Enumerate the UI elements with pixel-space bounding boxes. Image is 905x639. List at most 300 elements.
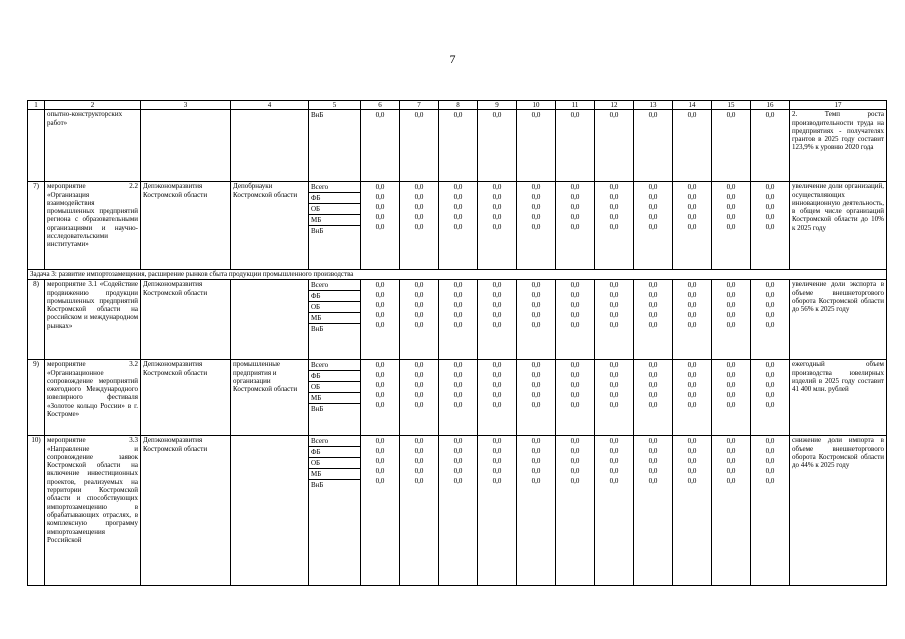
- funding-source: ОБ: [309, 382, 360, 393]
- funding-value: 0,0: [609, 301, 619, 310]
- funding-sources: [309, 280, 361, 360]
- funding-value-cell: [478, 360, 517, 436]
- funding-value: 0,0: [648, 213, 658, 222]
- funding-value-cell: [361, 280, 400, 360]
- funding-source: Всего: [309, 436, 360, 447]
- funding-value: 0,0: [492, 447, 502, 456]
- funding-value-cell: [478, 182, 517, 270]
- funding-value: 0,0: [453, 361, 463, 370]
- funding-value: 0,0: [726, 321, 736, 330]
- responsible-executor: [141, 110, 231, 182]
- funding-value: 0,0: [765, 391, 775, 400]
- funding-value-cell: [361, 182, 400, 270]
- funding-value: 0,0: [414, 437, 424, 446]
- funding-value: 0,0: [531, 437, 541, 446]
- funding-value: 0,0: [726, 391, 736, 400]
- funding-value: 0,0: [726, 477, 736, 486]
- funding-value: 0,0: [492, 291, 502, 300]
- funding-value: 0,0: [765, 447, 775, 456]
- funding-value: 0,0: [414, 391, 424, 400]
- funding-value-cell: [439, 280, 478, 360]
- funding-value: 0,0: [531, 291, 541, 300]
- funding-value-cell: [400, 436, 439, 586]
- funding-value: 0,0: [726, 281, 736, 290]
- funding-value: 0,0: [765, 281, 775, 290]
- funding-value: 0,0: [492, 223, 502, 232]
- funding-value: 0,0: [648, 301, 658, 310]
- funding-value: 0,0: [570, 437, 580, 446]
- funding-value-cell: [478, 110, 517, 182]
- funding-value: 0,0: [648, 371, 658, 380]
- funding-value: 0,0: [609, 291, 619, 300]
- column-number: 5: [309, 101, 361, 110]
- activity-name: мероприятие 2.2 «Организация взаимодействия промышленных предприятий региона с образовательными организациями и научно-исследовательскими институтами»: [45, 182, 141, 270]
- activity-row: [28, 360, 887, 436]
- funding-sources: [309, 360, 361, 436]
- funding-value: 0,0: [414, 371, 424, 380]
- program-activities-table: [27, 100, 887, 586]
- funding-value: 0,0: [765, 321, 775, 330]
- funding-value: 0,0: [648, 457, 658, 466]
- funding-value-cell: [751, 182, 790, 270]
- funding-value: 0,0: [765, 183, 775, 192]
- funding-source: ВнБ: [311, 405, 324, 414]
- funding-value: 0,0: [375, 223, 385, 232]
- column-number: 13: [634, 101, 673, 110]
- funding-value: 0,0: [570, 447, 580, 456]
- funding-value: 0,0: [453, 477, 463, 486]
- funding-source: ФБ: [309, 447, 360, 458]
- funding-source: Всего: [309, 280, 360, 291]
- funding-value: 0,0: [648, 203, 658, 212]
- funding-value: 0,0: [492, 457, 502, 466]
- funding-value: 0,0: [375, 381, 385, 390]
- funding-value: 0,0: [726, 467, 736, 476]
- funding-value-cell: [634, 280, 673, 360]
- co-executor: Депобрнауки Костромской области: [231, 182, 309, 270]
- funding-value: 0,0: [375, 213, 385, 222]
- funding-value: 0,0: [570, 281, 580, 290]
- funding-value: 0,0: [492, 203, 502, 212]
- funding-value: 0,0: [414, 381, 424, 390]
- funding-value-cell: [712, 436, 751, 586]
- funding-value: 0,0: [453, 311, 463, 320]
- funding-value: 0,0: [726, 111, 736, 120]
- funding-value: 0,0: [726, 371, 736, 380]
- funding-value: 0,0: [531, 111, 541, 120]
- funding-value: 0,0: [375, 301, 385, 310]
- funding-value: 0,0: [570, 111, 580, 120]
- funding-value-cell: [439, 182, 478, 270]
- funding-value: 0,0: [531, 311, 541, 320]
- funding-value: 0,0: [375, 391, 385, 400]
- funding-value-cell: [595, 182, 634, 270]
- column-number: 4: [231, 101, 309, 110]
- funding-value: 0,0: [687, 467, 697, 476]
- funding-value: 0,0: [609, 457, 619, 466]
- activity-name: мероприятие 3.2 «Организационное сопровождение мероприятий ежегодного Международного ювелирного фестиваля «Золотое кольцо России» в г. Костроме»: [45, 360, 141, 436]
- funding-value: 0,0: [765, 203, 775, 212]
- funding-value: 0,0: [453, 321, 463, 330]
- column-number: 8: [439, 101, 478, 110]
- funding-source: Всего: [309, 182, 360, 193]
- funding-value: 0,0: [609, 203, 619, 212]
- funding-value: 0,0: [531, 447, 541, 456]
- funding-value: 0,0: [765, 213, 775, 222]
- funding-source: МБ: [309, 469, 360, 480]
- task-heading-row: [28, 270, 887, 280]
- funding-value: 0,0: [375, 203, 385, 212]
- column-number: 6: [361, 101, 400, 110]
- funding-value: 0,0: [570, 183, 580, 192]
- funding-value-cell: [517, 110, 556, 182]
- funding-value: 0,0: [492, 213, 502, 222]
- funding-value: 0,0: [726, 193, 736, 202]
- funding-value: 0,0: [765, 111, 775, 120]
- funding-value-cell: [595, 436, 634, 586]
- funding-value: 0,0: [648, 467, 658, 476]
- funding-value: 0,0: [453, 203, 463, 212]
- funding-value-cell: [595, 280, 634, 360]
- funding-value: 0,0: [648, 193, 658, 202]
- funding-value: 0,0: [453, 457, 463, 466]
- funding-value-cell: [517, 182, 556, 270]
- funding-value-cell: [673, 280, 712, 360]
- funding-value: 0,0: [570, 193, 580, 202]
- funding-value: 0,0: [414, 223, 424, 232]
- funding-value: 0,0: [609, 111, 619, 120]
- funding-source: ФБ: [309, 291, 360, 302]
- funding-value: 0,0: [375, 437, 385, 446]
- expected-result: увеличение доли организаций, осуществляющих инновационную деятельность, в общем числе организаций Костромской области до 10% к 2025 году: [790, 182, 887, 270]
- funding-value: 0,0: [687, 183, 697, 192]
- funding-value: 0,0: [609, 361, 619, 370]
- funding-value: 0,0: [648, 447, 658, 456]
- funding-value: 0,0: [414, 203, 424, 212]
- funding-value: 0,0: [609, 467, 619, 476]
- funding-value: 0,0: [375, 371, 385, 380]
- funding-value: 0,0: [492, 311, 502, 320]
- funding-value: 0,0: [570, 311, 580, 320]
- activity-name: опытно-конструкторских работ»: [45, 110, 141, 182]
- funding-value: 0,0: [609, 223, 619, 232]
- row-number: 7): [28, 182, 45, 270]
- funding-value: 0,0: [570, 401, 580, 410]
- funding-value: 0,0: [687, 447, 697, 456]
- funding-value: 0,0: [453, 467, 463, 476]
- funding-source: ВнБ: [311, 111, 324, 120]
- row-number: [28, 110, 45, 182]
- funding-value-cell: [556, 110, 595, 182]
- funding-value-cell: [439, 110, 478, 182]
- funding-value-cell: [439, 436, 478, 586]
- funding-value-cell: [673, 110, 712, 182]
- funding-value: 0,0: [414, 213, 424, 222]
- funding-source: ОБ: [309, 302, 360, 313]
- funding-value: 0,0: [531, 321, 541, 330]
- funding-value: 0,0: [726, 183, 736, 192]
- funding-value: 0,0: [726, 381, 736, 390]
- funding-value: 0,0: [687, 391, 697, 400]
- funding-value: 0,0: [648, 391, 658, 400]
- funding-value: 0,0: [492, 301, 502, 310]
- funding-value: 0,0: [531, 381, 541, 390]
- funding-value: 0,0: [570, 203, 580, 212]
- funding-value: 0,0: [609, 311, 619, 320]
- funding-value: 0,0: [453, 391, 463, 400]
- activity-row: [28, 110, 887, 182]
- funding-value: 0,0: [687, 301, 697, 310]
- funding-value: 0,0: [687, 381, 697, 390]
- funding-value: 0,0: [765, 361, 775, 370]
- funding-value: 0,0: [531, 281, 541, 290]
- funding-value: 0,0: [453, 437, 463, 446]
- column-number: 10: [517, 101, 556, 110]
- expected-result: ежегодный объем производства ювелирных изделий в 2025 году составит 41 400 млн. рублей: [790, 360, 887, 436]
- funding-source: Всего: [309, 360, 360, 371]
- funding-value: 0,0: [687, 477, 697, 486]
- funding-value: 0,0: [375, 447, 385, 456]
- funding-value: 0,0: [453, 447, 463, 456]
- funding-source: ВнБ: [311, 481, 324, 490]
- funding-value: 0,0: [375, 321, 385, 330]
- funding-value: 0,0: [687, 281, 697, 290]
- funding-value: 0,0: [531, 371, 541, 380]
- funding-value: 0,0: [531, 193, 541, 202]
- funding-source: ВнБ: [311, 325, 324, 334]
- funding-value: 0,0: [687, 291, 697, 300]
- funding-value: 0,0: [492, 477, 502, 486]
- funding-value: 0,0: [570, 477, 580, 486]
- page-number: 7: [449, 52, 456, 66]
- funding-value-cell: [751, 436, 790, 586]
- funding-value: 0,0: [570, 361, 580, 370]
- funding-value-cell: [361, 436, 400, 586]
- funding-value: 0,0: [648, 111, 658, 120]
- funding-value: 0,0: [570, 321, 580, 330]
- column-number: 2: [45, 101, 141, 110]
- funding-value: 0,0: [531, 203, 541, 212]
- funding-value: 0,0: [687, 371, 697, 380]
- funding-value: 0,0: [492, 361, 502, 370]
- funding-value: 0,0: [726, 447, 736, 456]
- funding-value: 0,0: [687, 457, 697, 466]
- activity-name: мероприятие 3.3 «Направление и сопровождение заявок Костромской области на включение инвестиционных проектов, реализуемых на территории Костромской области и способствующих импортозамещению в обрабатывающих отраслях, в комплексную программу импортозамещения Российской: [45, 436, 141, 586]
- funding-value-cell: [400, 182, 439, 270]
- funding-value-cell: [556, 280, 595, 360]
- funding-value: 0,0: [492, 371, 502, 380]
- funding-value: 0,0: [531, 467, 541, 476]
- funding-value-cell: [556, 436, 595, 586]
- funding-value: 0,0: [570, 457, 580, 466]
- funding-value: 0,0: [375, 361, 385, 370]
- funding-value-cell: [400, 360, 439, 436]
- funding-sources: [309, 182, 361, 270]
- funding-value-cell: [673, 436, 712, 586]
- funding-value: 0,0: [765, 371, 775, 380]
- funding-value: 0,0: [414, 183, 424, 192]
- funding-value: 0,0: [726, 311, 736, 320]
- funding-value: 0,0: [765, 311, 775, 320]
- funding-value: 0,0: [414, 193, 424, 202]
- funding-value: 0,0: [570, 301, 580, 310]
- funding-value: 0,0: [570, 371, 580, 380]
- funding-value: 0,0: [453, 401, 463, 410]
- funding-sources: [309, 436, 361, 586]
- funding-value: 0,0: [648, 437, 658, 446]
- funding-value-cell: [400, 110, 439, 182]
- expected-result: увеличение доли экспорта в объеме внешнеторгового оборота Костромской области до 56% к 2025 году: [790, 280, 887, 360]
- funding-value-cell: [634, 360, 673, 436]
- funding-value: 0,0: [648, 183, 658, 192]
- funding-value: 0,0: [492, 281, 502, 290]
- funding-value: 0,0: [765, 193, 775, 202]
- funding-value-cell: [595, 360, 634, 436]
- funding-value: 0,0: [414, 281, 424, 290]
- funding-value: 0,0: [375, 281, 385, 290]
- funding-value: 0,0: [531, 213, 541, 222]
- funding-value: 0,0: [453, 381, 463, 390]
- funding-value: 0,0: [375, 467, 385, 476]
- funding-source: ОБ: [309, 458, 360, 469]
- funding-value: 0,0: [375, 183, 385, 192]
- funding-source: МБ: [309, 215, 360, 226]
- responsible-executor: Депэкономразвития Костромской области: [141, 280, 231, 360]
- funding-value-cell: [517, 436, 556, 586]
- row-number: 10): [28, 436, 45, 586]
- funding-value-cell: [673, 182, 712, 270]
- column-number: 9: [478, 101, 517, 110]
- funding-value: 0,0: [492, 321, 502, 330]
- funding-value: 0,0: [609, 447, 619, 456]
- funding-value: 0,0: [648, 361, 658, 370]
- funding-value: 0,0: [648, 321, 658, 330]
- funding-value: 0,0: [414, 457, 424, 466]
- column-number: 1: [28, 101, 45, 110]
- funding-value: 0,0: [375, 311, 385, 320]
- funding-source: ФБ: [309, 193, 360, 204]
- funding-value: 0,0: [570, 381, 580, 390]
- funding-value: 0,0: [453, 301, 463, 310]
- funding-sources: [309, 110, 361, 182]
- funding-value: 0,0: [414, 477, 424, 486]
- task-heading: Задача 3: развитие импортозамещения, расширение рынков сбыта продукции промышленного производства: [28, 270, 887, 280]
- funding-value: 0,0: [453, 281, 463, 290]
- row-number: 9): [28, 360, 45, 436]
- funding-value: 0,0: [648, 281, 658, 290]
- activity-row: [28, 280, 887, 360]
- funding-value: 0,0: [726, 291, 736, 300]
- funding-value: 0,0: [492, 193, 502, 202]
- funding-value: 0,0: [453, 193, 463, 202]
- funding-value: 0,0: [687, 361, 697, 370]
- funding-value: 0,0: [765, 381, 775, 390]
- funding-value-cell: [673, 360, 712, 436]
- funding-value: 0,0: [765, 401, 775, 410]
- funding-value: 0,0: [648, 381, 658, 390]
- activity-name: мероприятие 3.1 «Содействие продвижению продукции промышленных предприятий Костромской области на российском и международном рынках»: [45, 280, 141, 360]
- funding-value-cell: [400, 280, 439, 360]
- funding-value: 0,0: [375, 291, 385, 300]
- activity-row: [28, 182, 887, 270]
- funding-value: 0,0: [531, 301, 541, 310]
- funding-value: 0,0: [531, 391, 541, 400]
- funding-value-cell: [517, 280, 556, 360]
- activity-row: [28, 436, 887, 586]
- funding-value: 0,0: [453, 371, 463, 380]
- funding-value-cell: [478, 280, 517, 360]
- column-number: 3: [141, 101, 231, 110]
- funding-value: 0,0: [687, 111, 697, 120]
- funding-value: 0,0: [570, 213, 580, 222]
- funding-value: 0,0: [726, 301, 736, 310]
- funding-value: 0,0: [375, 401, 385, 410]
- funding-value: 0,0: [492, 467, 502, 476]
- funding-source: ОБ: [309, 204, 360, 215]
- funding-value: 0,0: [765, 223, 775, 232]
- funding-value: 0,0: [414, 467, 424, 476]
- funding-value: 0,0: [726, 223, 736, 232]
- funding-value: 0,0: [687, 203, 697, 212]
- responsible-executor: Депэкономразвития Костромской области: [141, 182, 231, 270]
- funding-value: 0,0: [492, 381, 502, 390]
- funding-value: 0,0: [687, 401, 697, 410]
- funding-value: 0,0: [375, 193, 385, 202]
- funding-value: 0,0: [531, 361, 541, 370]
- funding-value: 0,0: [765, 301, 775, 310]
- funding-value-cell: [361, 360, 400, 436]
- funding-value: 0,0: [687, 193, 697, 202]
- funding-value: 0,0: [414, 447, 424, 456]
- funding-value: 0,0: [492, 437, 502, 446]
- funding-value: 0,0: [648, 477, 658, 486]
- funding-value: 0,0: [609, 213, 619, 222]
- expected-result: снижение доли импорта в объеме внешнеторгового оборота Костромской области до 44% к 2025 году: [790, 436, 887, 586]
- funding-value: 0,0: [726, 361, 736, 370]
- funding-value: 0,0: [492, 391, 502, 400]
- funding-value: 0,0: [609, 193, 619, 202]
- responsible-executor: Депэкономразвития Костромской области: [141, 360, 231, 436]
- funding-value: 0,0: [414, 321, 424, 330]
- column-number: 12: [595, 101, 634, 110]
- funding-value: 0,0: [453, 183, 463, 192]
- funding-value: 0,0: [531, 183, 541, 192]
- column-number: 16: [751, 101, 790, 110]
- funding-value: 0,0: [609, 437, 619, 446]
- funding-value-cell: [712, 280, 751, 360]
- funding-source: МБ: [309, 393, 360, 404]
- funding-value: 0,0: [492, 183, 502, 192]
- funding-value: 0,0: [414, 301, 424, 310]
- funding-source: ФБ: [309, 371, 360, 382]
- co-executor: [231, 436, 309, 586]
- funding-value: 0,0: [414, 111, 424, 120]
- funding-value: 0,0: [648, 291, 658, 300]
- funding-value: 0,0: [648, 223, 658, 232]
- funding-value: 0,0: [531, 223, 541, 232]
- funding-value: 0,0: [570, 291, 580, 300]
- funding-value: 0,0: [531, 457, 541, 466]
- funding-value: 0,0: [453, 291, 463, 300]
- column-number: 14: [673, 101, 712, 110]
- funding-value-cell: [751, 110, 790, 182]
- column-number-row: [28, 101, 887, 110]
- funding-value-cell: [478, 436, 517, 586]
- column-number: 11: [556, 101, 595, 110]
- column-number: 7: [400, 101, 439, 110]
- funding-value: 0,0: [570, 391, 580, 400]
- co-executor: [231, 280, 309, 360]
